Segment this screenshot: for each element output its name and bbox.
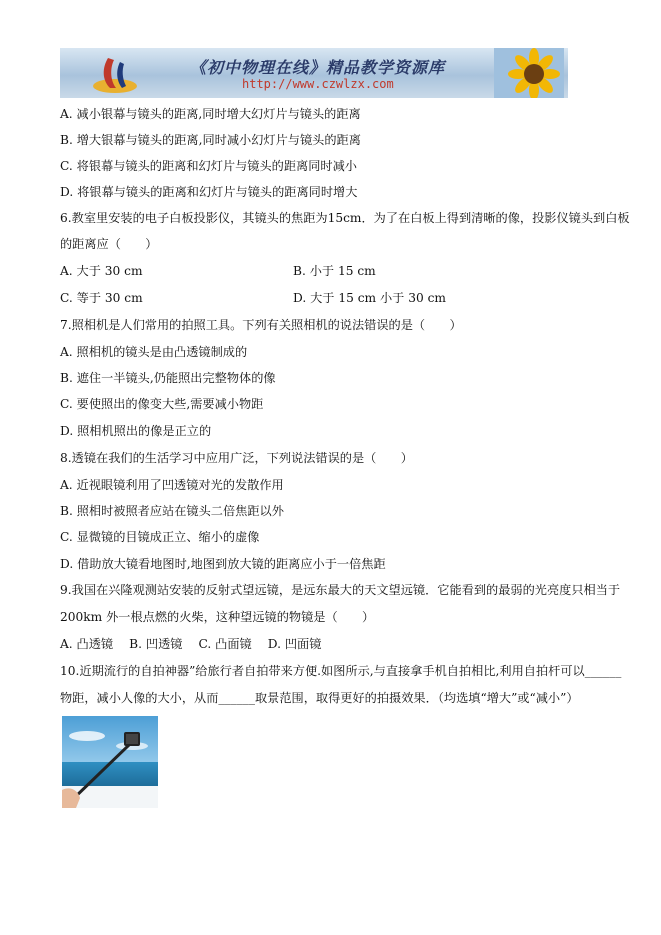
sunflower-icon bbox=[494, 48, 564, 98]
header-banner bbox=[60, 48, 568, 98]
banner-url[interactable]: http://www.czwlzx.com bbox=[242, 77, 394, 91]
q5-option-d: D. 将银幕与镜头的距离和幻灯片与镜头的距离同时增大 bbox=[60, 185, 358, 199]
q6-stem-line2: 的距离应（ ） bbox=[60, 237, 158, 251]
q9-stem-line2: 200km 外一根点燃的火柴，这种望远镜的物镜是（ ） bbox=[60, 610, 375, 624]
q5-option-a: A. 减小银幕与镜头的距离,同时增大幻灯片与镜头的距离 bbox=[60, 107, 361, 121]
q6-option-a: A. 大于 30 cm bbox=[60, 264, 143, 278]
q7-stem: 7.照相机是人们常用的拍照工具。下列有关照相机的说法错误的是（ ） bbox=[60, 318, 462, 332]
q8-option-b: B. 照相时被照者应站在镜头二倍焦距以外 bbox=[60, 504, 284, 518]
q6-option-d: D. 大于 15 cm 小于 30 cm bbox=[293, 291, 446, 305]
q8-option-d: D. 借助放大镜看地图时,地图到放大镜的距离应小于一倍焦距 bbox=[60, 557, 386, 571]
q10-stem-line1: 10.近期流行的自拍神器”给旅行者自拍带来方便.如图所示,与直接拿手机自拍相比,利用自拍杆可以______ bbox=[60, 664, 622, 678]
q8-option-c: C. 显微镜的目镜成正立、缩小的虚像 bbox=[60, 530, 260, 544]
q10-stem-line2: 物距，减小人像的大小，从而______取景范围，取得更好的拍摄效果．（均选填“增大”或“减小”） bbox=[60, 691, 579, 705]
q7-option-d: D. 照相机照出的像是正立的 bbox=[60, 424, 212, 438]
q8-option-a: A. 近视眼镜利用了凹透镜对光的发散作用 bbox=[60, 478, 284, 492]
q7-option-b: B. 遮住一半镜头,仍能照出完整物体的像 bbox=[60, 371, 276, 385]
q9-options: A. 凸透镜 B. 凹透镜 C. 凸面镜 D. 凹面镜 bbox=[60, 637, 322, 651]
q7-option-c: C. 要使照出的像变大些,需要减小物距 bbox=[60, 397, 264, 411]
q7-option-a: A. 照相机的镜头是由凸透镜制成的 bbox=[60, 345, 248, 359]
q8-stem: 8.透镜在我们的生活学习中应用广泛，下列说法错误的是（ ） bbox=[60, 451, 413, 465]
q6-stem-line1: 6.教室里安装的电子白板投影仪，其镜头的焦距为15cm．为了在白板上得到清晰的像，投影仪镜头到白板 bbox=[60, 211, 630, 225]
q9-stem-line1: 9.我国在兴隆观测站安装的反射式望远镜，是远东最大的天文望远镜．它能看到的最弱的光亮度只相当于 bbox=[60, 583, 621, 597]
banner-title: 《初中物理在线》精品教学资源库 bbox=[190, 58, 446, 77]
selfie-stick-photo bbox=[62, 716, 158, 808]
q6-option-b: B. 小于 15 cm bbox=[293, 264, 376, 278]
q5-option-c: C. 将银幕与镜头的距离和幻灯片与镜头的距离同时减小 bbox=[60, 159, 357, 173]
q5-option-b: B. 增大银幕与镜头的距离,同时减小幻灯片与镜头的距离 bbox=[60, 133, 361, 147]
logo-icon bbox=[90, 52, 140, 96]
q6-option-c: C. 等于 30 cm bbox=[60, 291, 143, 305]
